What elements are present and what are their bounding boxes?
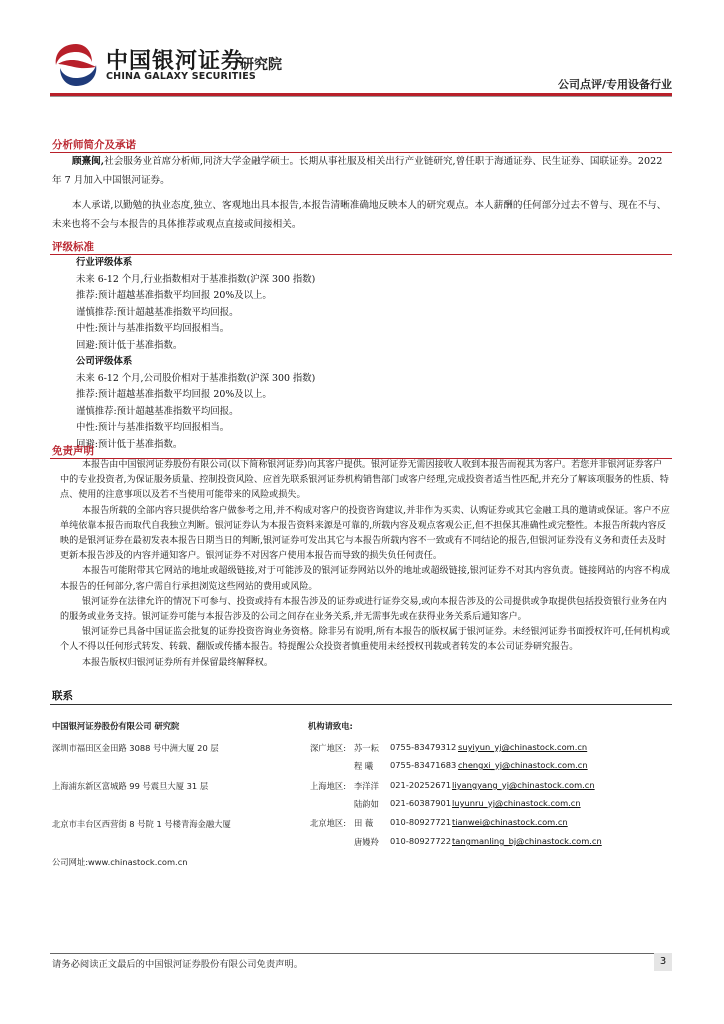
rep-email-link[interactable]: luyunru_yj@chinastock.com.cn: [452, 798, 581, 808]
report-category: 公司点评/专用设备行业: [557, 78, 672, 91]
disclaimer-paragraph: 本报告可能附带其它网站的地址或超级链接,对于可能涉及的银河证券网站以外的地址或超级链接,银河证券不对其内容负责。链接网站的内容不构成本报告的任何部分,客户需自行承担浏览这些网站的费用或风险。: [60, 566, 670, 592]
rep-name: 陆韵如: [354, 799, 379, 809]
contact-address-beijing: 北京市丰台区西营街 8 号院 1 号楼青海金融大厦: [52, 819, 231, 829]
rep-phone: 021-60387901: [390, 798, 452, 808]
contact-address-shenzhen: 深圳市福田区金田路 3088 号中洲大厦 20 层: [52, 743, 219, 753]
disclaimer-paragraph: 银河证券已具备中国证监会批复的证券投资咨询业务资格。除非另有说明,所有本报告的版权属于银河证券。未经银河证券书面授权许可,任何机构或个人不得以任何形式转发、转载、翻版或传播本报告。特提醒公众投资者慎重使用未经授权刊载或者转发的本公司证券研究报告。: [60, 627, 670, 653]
industry-rating-block: [76, 255, 656, 453]
contact-section-title: 联系: [52, 690, 73, 702]
page-number: 3: [654, 953, 672, 971]
footer-notice: 请务必阅读正文最后的中国银河证券股份有限公司免责声明。: [52, 959, 304, 970]
rating-line: 未来 6-12 个月,公司股价相对于基准指数(沪深 300 指数): [76, 372, 316, 384]
galaxy-logo-icon: [50, 40, 102, 90]
rating-line: 谨慎推荐:预计超越基准指数平均回报。: [76, 306, 239, 318]
rating-line: 中性:预计与基准指数平均回报相当。: [76, 422, 230, 433]
rep-name: 苏一耘: [354, 743, 379, 753]
analyst-section-title: 分析师简介及承诺: [52, 139, 136, 151]
rep-email-link[interactable]: liyangyang_yj@chinastock.com.cn: [452, 780, 595, 790]
rep-email-link[interactable]: tangmanling_bj@chinastock.com.cn: [452, 836, 602, 846]
contact-address-shanghai: 上海浦东新区富城路 99 号震旦大厦 31 层: [52, 781, 209, 791]
rep-name: 程 曦: [354, 761, 374, 771]
rating-section-title: 评级标准: [52, 241, 94, 253]
rep-email-link[interactable]: tianwei@chinastock.com.cn: [452, 817, 568, 827]
analyst-bio-text: 社会服务业首席分析师,同济大学金融学硕士。长期从事社服及相关出行产业链研究,曾任职于海通证券、民生证券、国联证券。2022 年 7 月加入中国银河证券。: [52, 156, 663, 186]
rating-line: 回避:预计低于基准指数。: [76, 438, 183, 450]
contact-divider: [50, 704, 672, 705]
disclaimer-section-title: 免责声明: [52, 445, 94, 457]
brand-name-cn: 中国银河证券: [106, 49, 245, 74]
analyst-pledge: 本人承诺,以勤勉的执业态度,独立、客观地出具本报告,本报告清晰准确地反映本人的研究观点。本人薪酬的任何部分过去不曾与、现在不与、未来也将不会与本报告的具体推荐或观点直接或间接相关。: [52, 200, 667, 230]
institution-contact-title: 机构请致电:: [308, 721, 353, 731]
rating-line: 未来 6-12 个月,行业指数相对于基准指数(沪深 300 指数): [76, 273, 316, 285]
disclaimer-paragraph: 本报告由中国银河证券股份有限公司(以下简称银河证券)向其客户提供。银河证券无需因接收人收到本报告而视其为客户。若您并非银河证券客户中的专业投资者,为保证服务质量、控制投资风险、应首先联系银河证券机构销售部门或客户经理,完成投资者适当性匹配,并充分了解该项服务的性质、特点、使用的注意事项以及若不当使用可能带来的风险或损失。: [60, 460, 669, 501]
rating-line: 推荐:预计超越基准指数平均回报 20%及以上。: [76, 389, 272, 400]
rating-line: 谨慎推荐:预计超越基准指数平均回报。: [76, 405, 239, 417]
institute-label: 研究院: [240, 57, 282, 73]
rep-phone: 010-80927722: [390, 836, 452, 846]
analyst-name: 顾熹闽,: [72, 156, 105, 167]
disclaimer-paragraph: 银河证券在法律允许的情况下可参与、投资或持有本报告涉及的证券或进行证券交易,或向本报告涉及的公司提供或争取提供包括投资银行业务在内的服务或业务支持。银河证券可能与本报告涉及的公司之间存在业务关系,并无需事先或在获得业务关系后通知客户。: [60, 596, 667, 623]
rep-phone: 0755-83479312: [390, 742, 457, 752]
disclaimer-paragraph: 本报告所载的全部内容只提供给客户做参考之用,并不构成对客户的投资咨询建议,并非作为买卖、认购证券或其它金融工具的邀请或保证。客户不应单纯依靠本报告而取代自我独立判断。银河证券认为本报告资料来源是可靠的,所载内容及观点客观公正,但不担保其准确性或完整性。本报告所载内容反映的是银河证券在最初发表本报告日期当日的判断,银河证券可发出其它与本报告所载内容不一致或有不同结论的报告,但银河证券没有义务和责任去及时更新本报告涉及的内容并通知客户。银河证券不对因客户使用本报告而导致的损失负任何责任。: [60, 505, 670, 562]
brand-name-en: CHINA GALAXY SECURITIES: [106, 71, 256, 82]
rep-name: 唐嫚羚: [354, 837, 379, 847]
header-rule-thin: [50, 96, 672, 97]
company-website: 公司网址:www.chinastock.com.cn: [52, 857, 188, 867]
rep-email-link[interactable]: suyiyun_yj@chinastock.com.cn: [458, 742, 588, 752]
rating-line: 中性:预计与基准指数平均回报相当。: [76, 323, 230, 334]
rep-email-link[interactable]: chengxi_yj@chinastock.com.cn: [458, 760, 588, 770]
rating-line: 推荐:预计超越基准指数平均回报 20%及以上。: [76, 290, 272, 301]
rating-line: 回避:预计低于基准指数。: [76, 339, 183, 351]
rep-name: 田 薇: [354, 818, 374, 828]
rep-phone: 0755-83471683: [390, 760, 457, 770]
rep-name: 李洋洋: [354, 781, 379, 791]
rep-region: 上海地区:: [310, 781, 346, 791]
industry-rating-title: 行业评级体系: [76, 257, 133, 268]
disclaimer-paragraph: 本报告版权归银河证券所有并保留最终解释权。: [82, 657, 273, 668]
contact-company: 中国银河证券股份有限公司 研究院: [52, 721, 180, 731]
page-header: [0, 0, 724, 96]
rep-phone: 021-20252671: [390, 780, 452, 790]
disclaimer-body: [60, 458, 670, 671]
analyst-bio: [52, 152, 672, 190]
rep-region: 深广地区:: [310, 743, 346, 753]
company-rating-title: 公司评级体系: [76, 356, 133, 367]
rep-region: 北京地区:: [310, 818, 346, 828]
footer-rule: [50, 953, 672, 954]
rep-phone: 010-80927721: [390, 817, 452, 827]
